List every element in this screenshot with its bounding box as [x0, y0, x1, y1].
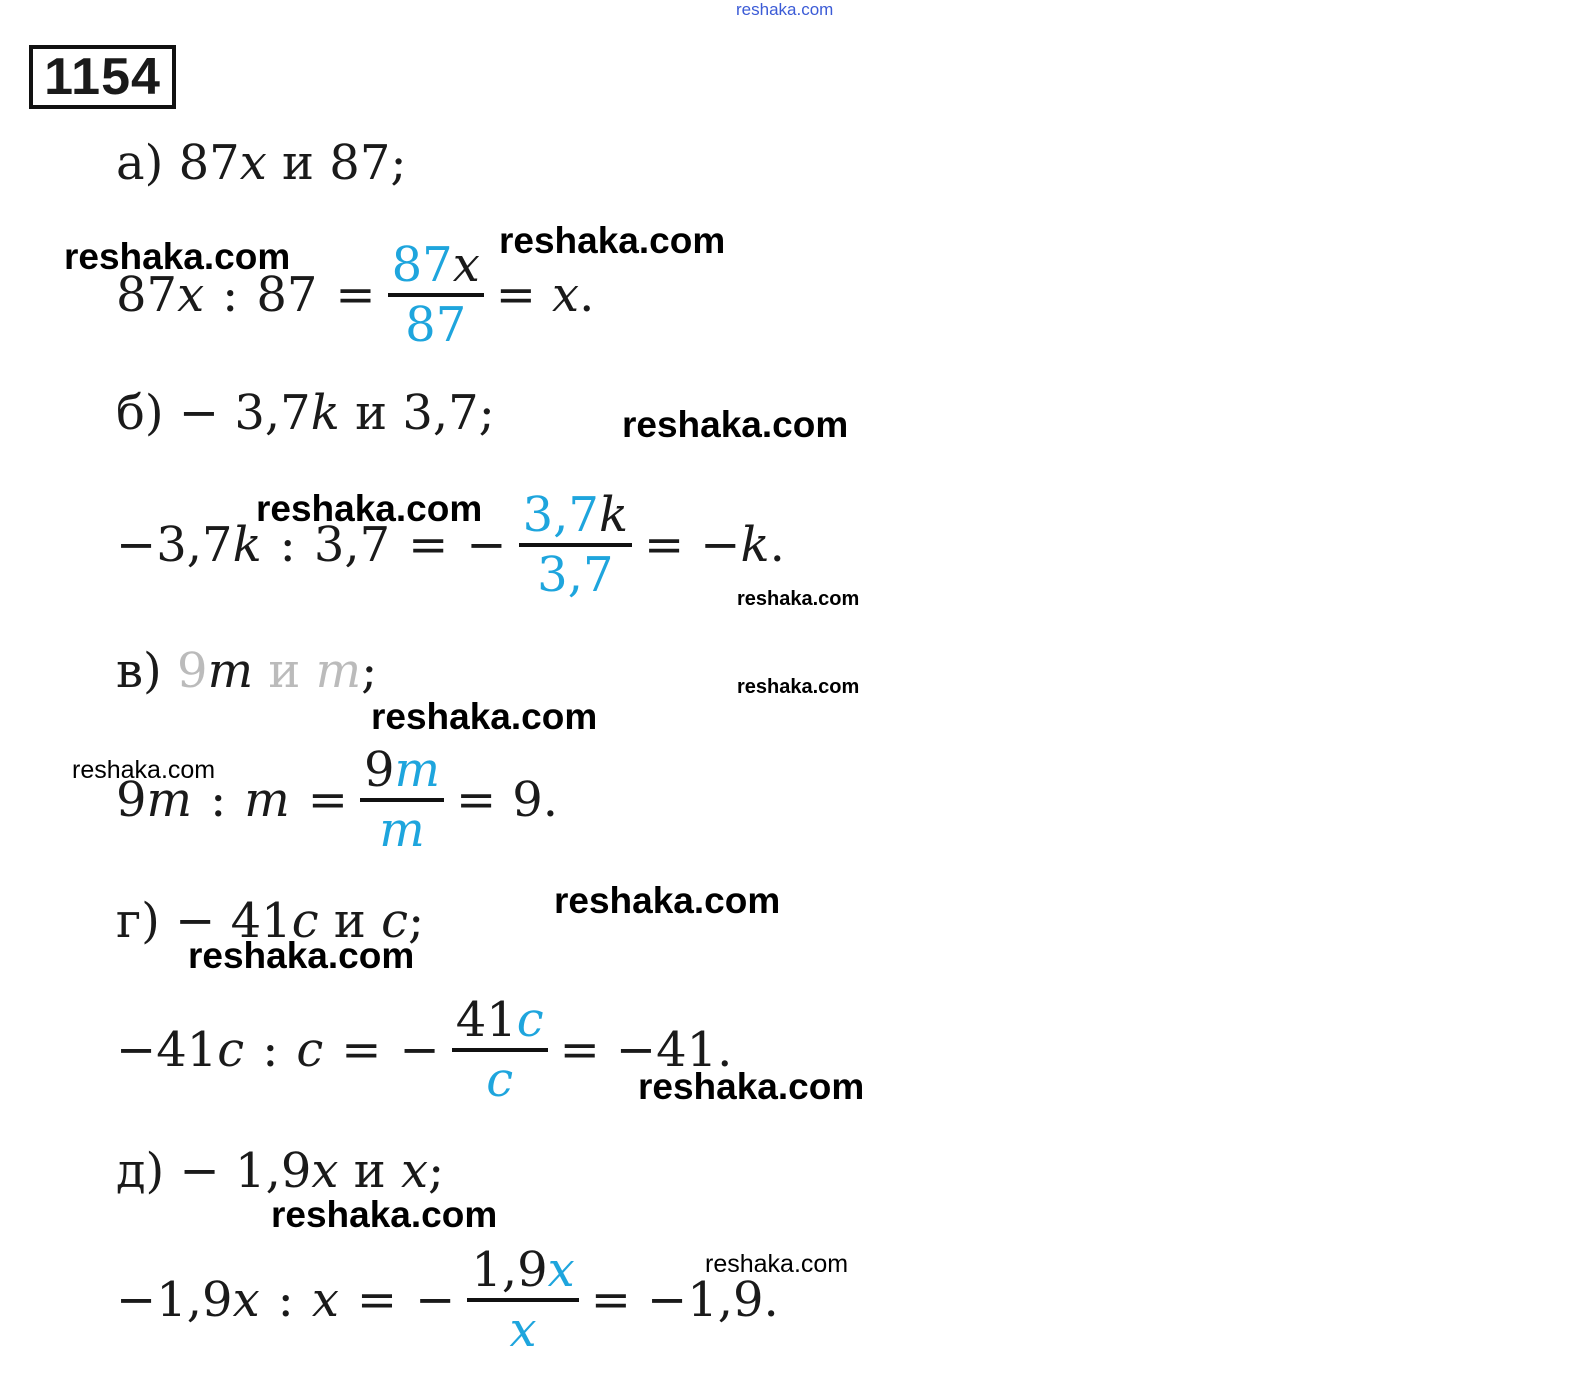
item-label: а)	[116, 135, 164, 191]
result: −1,9	[646, 1272, 764, 1328]
minus-sign: −	[399, 1022, 440, 1078]
division-sign: :	[222, 267, 239, 323]
fraction	[388, 237, 484, 353]
denominator: x	[509, 1302, 537, 1358]
lhs: −41	[116, 1022, 218, 1078]
item-c-statement	[116, 643, 377, 699]
watermark: reshaka.com	[705, 1250, 849, 1278]
lhs-var: k	[232, 517, 262, 573]
statement-end: ;	[390, 135, 407, 191]
pair-b: 87	[329, 135, 391, 191]
lhs: 9	[116, 772, 147, 828]
watermark: reshaka.com	[188, 935, 415, 976]
pair-a: − 41	[175, 893, 292, 949]
numerator: 1,9x	[471, 1242, 575, 1298]
statement-end: ;	[361, 643, 378, 699]
conjunction: и	[333, 893, 366, 949]
watermark: reshaka.com	[554, 880, 781, 921]
conjunction: и	[355, 385, 388, 441]
fraction	[467, 1242, 578, 1358]
equals-sign: =	[495, 267, 536, 323]
equals-sign: =	[590, 1272, 631, 1328]
period: .	[579, 267, 595, 323]
lhs: −1,9	[116, 1272, 233, 1328]
denominator: 3,7	[537, 547, 614, 603]
lhs-var: m	[146, 772, 193, 828]
statement-end: ;	[428, 1143, 445, 1199]
denominator: 87	[405, 297, 467, 353]
lhs-var: c	[217, 1022, 245, 1078]
period: .	[717, 1022, 733, 1078]
rhs-var: c	[296, 1022, 324, 1078]
minus-sign: −	[466, 517, 507, 573]
period: .	[769, 517, 785, 573]
rhs: 87	[256, 267, 318, 323]
item-e-statement	[116, 1143, 444, 1199]
equals-sign: =	[408, 517, 449, 573]
item-e-equation	[116, 1220, 779, 1380]
minus-sign: −	[415, 1272, 456, 1328]
pair-a-var: m	[207, 643, 254, 699]
denominator: c	[486, 1052, 514, 1108]
rhs-var: x	[311, 1272, 339, 1328]
watermark: reshaka.com	[64, 236, 291, 277]
numerator: 87x	[391, 237, 480, 293]
pair-a: − 1,9	[179, 1143, 312, 1199]
lhs: 87	[116, 267, 178, 323]
pair-a: 9	[177, 643, 208, 699]
equals-sign: =	[341, 1022, 382, 1078]
division-sign: :	[262, 1022, 279, 1078]
conjunction: и	[268, 643, 301, 699]
numerator: 3,7k	[522, 487, 629, 543]
pair-b-var: c	[381, 893, 409, 949]
fraction	[519, 487, 632, 603]
watermark: reshaka.com	[737, 676, 860, 698]
statement-end: ;	[478, 385, 495, 441]
item-label: в)	[116, 643, 162, 699]
equals-sign: =	[335, 267, 376, 323]
equals-sign: =	[307, 772, 348, 828]
division-sign: :	[210, 772, 227, 828]
watermark: reshaka.com	[371, 696, 598, 737]
statement-end: ;	[408, 893, 425, 949]
equals-sign: =	[456, 772, 497, 828]
pair-b-var: m	[315, 643, 362, 699]
watermark: reshaka.com	[72, 756, 216, 784]
numerator: 41c	[455, 992, 544, 1048]
division-sign: :	[277, 1272, 294, 1328]
equals-sign: =	[559, 1022, 600, 1078]
item-c-equation	[116, 720, 558, 880]
fraction	[452, 992, 548, 1108]
pair-a-var: k	[310, 385, 340, 441]
equals-sign: =	[644, 517, 685, 573]
watermark: reshaka.com	[622, 404, 849, 445]
result: x	[552, 267, 580, 323]
lhs: −3,7	[116, 517, 233, 573]
header-watermark: reshaka.com	[736, 0, 834, 19]
result: 9	[512, 772, 543, 828]
watermark: reshaka.com	[499, 220, 726, 261]
period: .	[763, 1272, 779, 1328]
period: .	[542, 772, 559, 828]
item-a-statement	[116, 135, 407, 191]
pair-a: − 3,7	[178, 385, 311, 441]
problem-number: 1154	[29, 45, 176, 109]
conjunction: и	[282, 135, 315, 191]
pair-b: 3,7	[402, 385, 479, 441]
item-label: г)	[116, 893, 160, 949]
numerator: 9m	[363, 742, 441, 798]
watermark: reshaka.com	[737, 588, 860, 610]
fraction	[360, 742, 444, 858]
pair-a-var: x	[239, 135, 267, 191]
pair-a: 87	[178, 135, 240, 191]
pair-b-var: x	[400, 1143, 429, 1199]
division-sign: :	[279, 517, 296, 573]
result: −k	[700, 517, 770, 573]
item-b-statement	[116, 385, 495, 441]
rhs-var: m	[244, 772, 290, 828]
conjunction: и	[353, 1143, 386, 1199]
result: −41	[615, 1022, 718, 1078]
item-label: д)	[116, 1143, 165, 1199]
watermark: reshaka.com	[638, 1066, 865, 1107]
watermark: reshaka.com	[256, 488, 483, 529]
equals-sign: =	[356, 1272, 398, 1328]
lhs-var: x	[232, 1272, 260, 1328]
rhs: 3,7	[313, 517, 391, 573]
pair-a-var: x	[311, 1143, 339, 1199]
watermark: reshaka.com	[271, 1194, 498, 1235]
denominator: m	[379, 802, 425, 858]
lhs-var: x	[177, 267, 205, 323]
pair-a-var: c	[291, 893, 319, 949]
item-label: б)	[116, 385, 164, 441]
